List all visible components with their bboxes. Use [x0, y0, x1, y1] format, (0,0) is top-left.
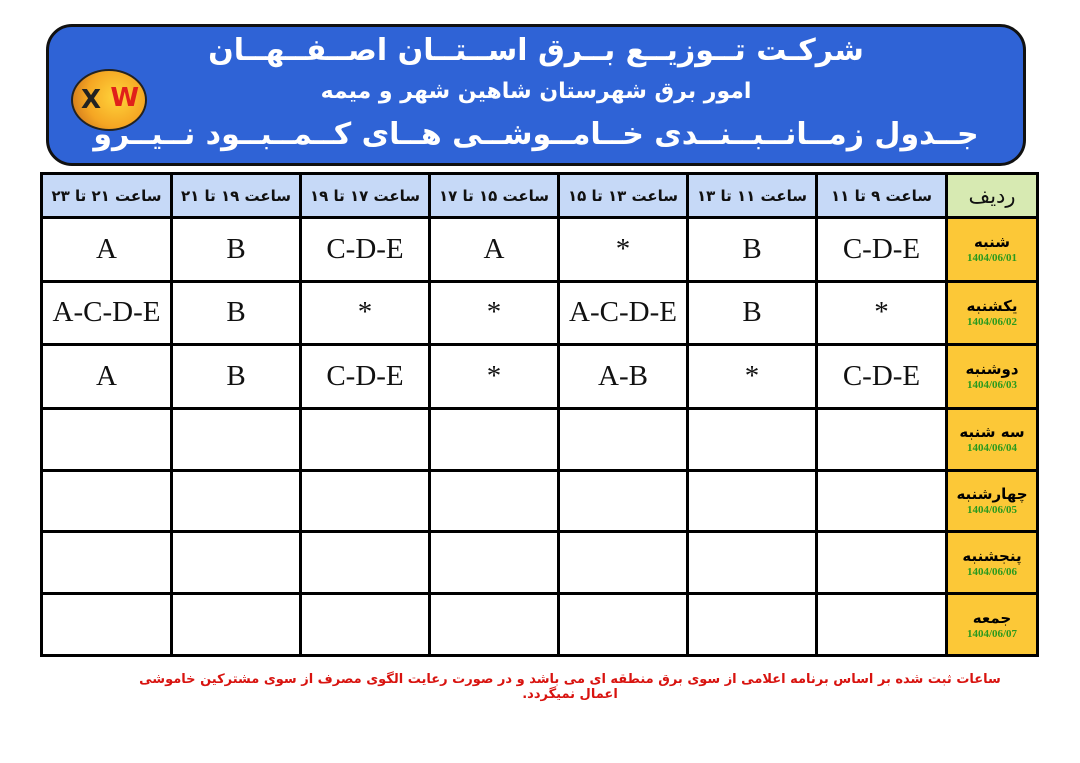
day-date: 1404/06/04: [966, 442, 1018, 455]
schedule-cell: [688, 470, 817, 532]
schedule-cell: *: [559, 218, 688, 282]
schedule-cell: A-C-D-E: [42, 281, 172, 345]
day-name: چهارشنبه: [956, 484, 1028, 503]
table-row: [42, 345, 1038, 409]
table-row: [42, 594, 1038, 656]
schedule-cell: [688, 532, 817, 594]
schedule-cell: [301, 532, 430, 594]
column-header: ساعت ۱۳ تا ۱۵: [559, 174, 688, 218]
day-cell: [947, 345, 1038, 409]
schedule-cell: [301, 470, 430, 532]
schedule-cell: C-D-E: [301, 218, 430, 282]
schedule-cell: A-B: [559, 345, 688, 409]
day-date: 1404/06/01: [966, 252, 1018, 265]
column-header: ساعت ۱۵ تا ۱۷: [430, 174, 559, 218]
schedule-cell: [817, 470, 947, 532]
day-cell: [947, 408, 1038, 470]
table-row: [42, 281, 1038, 345]
day-date: 1404/06/06: [966, 565, 1018, 578]
day-cell: [947, 218, 1038, 282]
schedule-heading: جــدول زمــانــبــنــدی خــامــوشــی هــای کــمــبــود نــیــرو: [93, 117, 979, 152]
day-name: یکشنبه: [966, 296, 1018, 315]
header-banner: [46, 24, 1026, 166]
schedule-cell: B: [172, 218, 301, 282]
schedule-cell: *: [688, 345, 817, 409]
day-name: دوشنبه: [965, 360, 1019, 379]
schedule-cell: [559, 594, 688, 656]
day-name: سه شنبه: [959, 423, 1025, 442]
outage-schedule-table: [40, 172, 1039, 657]
schedule-cell: *: [817, 281, 947, 345]
column-header: ساعت ۱۹ تا ۲۱: [172, 174, 301, 218]
day-date: 1404/06/03: [966, 379, 1018, 392]
schedule-cell: [172, 408, 301, 470]
day-name: شنبه: [973, 233, 1011, 252]
schedule-cell: B: [172, 345, 301, 409]
day-date: 1404/06/02: [966, 315, 1018, 328]
column-header: ساعت ۹ تا ۱۱: [817, 174, 947, 218]
schedule-cell: A-C-D-E: [559, 281, 688, 345]
schedule-cell: [42, 408, 172, 470]
column-header: ساعت ۱۱ تا ۱۳: [688, 174, 817, 218]
schedule-cell: *: [301, 281, 430, 345]
schedule-cell: [817, 408, 947, 470]
schedule-cell: [172, 470, 301, 532]
schedule-cell: C-D-E: [301, 345, 430, 409]
day-cell: [947, 532, 1038, 594]
schedule-cell: [430, 594, 559, 656]
schedule-cell: [42, 532, 172, 594]
schedule-cell: A: [430, 218, 559, 282]
schedule-cell: [172, 532, 301, 594]
day-cell: [947, 470, 1038, 532]
schedule-cell: [559, 408, 688, 470]
table-row: [42, 408, 1038, 470]
department-subtitle: امور برق شهرستان شاهین شهر و میمه: [320, 79, 752, 104]
footer-note: ساعات ثبت شده بر اساس برنامه اعلامی از سوی برق منطقه ای می باشد و در صورت رعایت الگوی مصرف از سوی مشترکین خاموشی اعمال نمیگردد.: [139, 672, 1001, 702]
table-row: [42, 218, 1038, 282]
schedule-cell: *: [430, 345, 559, 409]
schedule-cell: [301, 594, 430, 656]
schedule-cell: A: [42, 345, 172, 409]
schedule-cell: [817, 532, 947, 594]
schedule-cell: [430, 470, 559, 532]
schedule-cell: [430, 532, 559, 594]
column-header: ساعت ۲۱ تا ۲۳: [42, 174, 172, 218]
company-title: شرکـت تــوزیــع بــرق اســتــان اصــفــهــان: [208, 33, 864, 68]
schedule-cell: [301, 408, 430, 470]
schedule-cell: B: [172, 281, 301, 345]
schedule-cell: C-D-E: [817, 218, 947, 282]
table-row: [42, 532, 1038, 594]
schedule-cell: [42, 470, 172, 532]
schedule-cell: [559, 470, 688, 532]
row-header: ردیف: [947, 174, 1038, 218]
logo-w-glyph: W: [110, 83, 139, 113]
schedule-cell: [559, 532, 688, 594]
day-name: پنجشنبه: [962, 546, 1022, 565]
day-name: جمعه: [972, 608, 1012, 627]
table-row: [42, 470, 1038, 532]
schedule-cell: [430, 408, 559, 470]
day-date: 1404/06/05: [966, 503, 1018, 516]
day-cell: [947, 281, 1038, 345]
schedule-cell: [688, 408, 817, 470]
schedule-cell: A: [42, 218, 172, 282]
day-cell: [947, 594, 1038, 656]
table-header-row: [42, 174, 1038, 218]
schedule-cell: [172, 594, 301, 656]
day-date: 1404/06/07: [966, 627, 1018, 640]
logo-x-glyph: X: [81, 85, 102, 115]
schedule-cell: *: [430, 281, 559, 345]
schedule-cell: B: [688, 281, 817, 345]
schedule-cell: [817, 594, 947, 656]
schedule-cell: C-D-E: [817, 345, 947, 409]
schedule-cell: [42, 594, 172, 656]
schedule-cell: B: [688, 218, 817, 282]
column-header: ساعت ۱۷ تا ۱۹: [301, 174, 430, 218]
schedule-cell: [688, 594, 817, 656]
